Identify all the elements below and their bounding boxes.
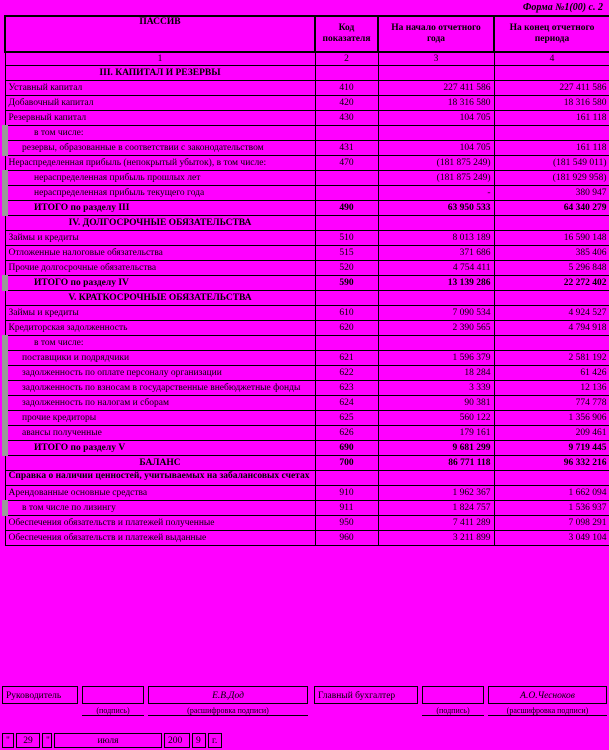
row-label: авансы полученные xyxy=(5,426,315,441)
table-row xyxy=(5,351,609,366)
value-start-of-year: 560 122 xyxy=(378,411,494,426)
section-heading: V. КРАТКОСРОЧНЫЕ ОБЯЗАТЕЛЬСТВА xyxy=(5,291,315,306)
empty-cell xyxy=(378,216,494,231)
row-label: Обеспечения обязательств и платежей полученные xyxy=(5,516,315,531)
table-row xyxy=(5,246,609,261)
form-number: Форма №1(00) с. 2 xyxy=(522,2,603,13)
empty-cell xyxy=(315,216,378,231)
value-start-of-year: 86 771 118 xyxy=(378,456,494,471)
value-end-of-period: 96 332 216 xyxy=(494,456,609,471)
row-code: 960 xyxy=(315,531,378,546)
value-end-of-period xyxy=(494,126,609,141)
value-end-of-period xyxy=(494,471,609,486)
value-end-of-period: 7 098 291 xyxy=(494,516,609,531)
value-start-of-year: (181 875 249) xyxy=(378,156,494,171)
row-code xyxy=(315,186,378,201)
table-row xyxy=(5,201,609,216)
table-row xyxy=(5,366,609,381)
value-end-of-period: 385 406 xyxy=(494,246,609,261)
head-signature-field xyxy=(82,686,144,704)
table-row xyxy=(5,306,609,321)
table-row xyxy=(5,471,609,486)
value-start-of-year: 371 686 xyxy=(378,246,494,261)
date-day: 29 xyxy=(16,733,40,748)
table-row xyxy=(5,66,609,81)
table-row xyxy=(5,156,609,171)
row-label: Добавочный капитал xyxy=(5,96,315,111)
row-code xyxy=(315,336,378,351)
head-label: Руководитель xyxy=(2,686,78,704)
header-end: На конец отчетного периода xyxy=(494,16,609,52)
row-label: Резервный капитал xyxy=(5,111,315,126)
value-start-of-year: (181 875 249) xyxy=(378,171,494,186)
value-start-of-year: 63 950 533 xyxy=(378,201,494,216)
signature-captions xyxy=(2,705,607,717)
value-end-of-period: 227 411 586 xyxy=(494,81,609,96)
value-end-of-period: 774 778 xyxy=(494,396,609,411)
row-label: в том числе: xyxy=(5,126,315,141)
row-code: 910 xyxy=(315,486,378,501)
value-end-of-period: 12 136 xyxy=(494,381,609,396)
row-label: Займы и кредиты xyxy=(5,306,315,321)
row-label: Обеспечения обязательств и платежей выданные xyxy=(5,531,315,546)
row-label: нераспределенная прибыль прошлых лет xyxy=(5,171,315,186)
row-label: задолженность по налогам и сборам xyxy=(5,396,315,411)
row-label: прочие кредиторы xyxy=(5,411,315,426)
column-numbers-row xyxy=(5,52,609,66)
row-code xyxy=(315,126,378,141)
row-code: 623 xyxy=(315,381,378,396)
col-num-3: 3 xyxy=(378,52,494,66)
row-code xyxy=(315,171,378,186)
value-end-of-period xyxy=(494,336,609,351)
value-start-of-year: 179 161 xyxy=(378,426,494,441)
empty-cell xyxy=(494,216,609,231)
table-row xyxy=(5,411,609,426)
value-start-of-year: 7 090 534 xyxy=(378,306,494,321)
value-end-of-period: 61 426 xyxy=(494,366,609,381)
table-row xyxy=(5,276,609,291)
value-start-of-year: 3 339 xyxy=(378,381,494,396)
row-label: Уставный капитал xyxy=(5,81,315,96)
value-end-of-period: (181 549 011) xyxy=(494,156,609,171)
col-num-1: 1 xyxy=(5,52,315,66)
row-label: нераспределенная прибыль текущего года xyxy=(5,186,315,201)
row-code: 911 xyxy=(315,501,378,516)
table-row xyxy=(5,486,609,501)
row-label: ИТОГО по разделу III xyxy=(5,201,315,216)
empty-cell xyxy=(378,66,494,81)
row-label: в том числе по лизингу xyxy=(5,501,315,516)
row-code: 610 xyxy=(315,306,378,321)
col-num-2: 2 xyxy=(315,52,378,66)
table-row xyxy=(5,381,609,396)
row-label: задолженность по оплате персоналу организации xyxy=(5,366,315,381)
row-code: 515 xyxy=(315,246,378,261)
empty-cell xyxy=(315,291,378,306)
row-code: 625 xyxy=(315,411,378,426)
table-row xyxy=(5,81,609,96)
accountant-decode-caption: (расшифровка подписи) xyxy=(488,705,607,716)
empty-cell xyxy=(315,66,378,81)
table-row xyxy=(5,111,609,126)
value-end-of-period: 4 794 918 xyxy=(494,321,609,336)
accountant-sign-caption: (подпись) xyxy=(422,705,484,716)
accountant-label: Главный бухгалтер xyxy=(314,686,418,704)
value-start-of-year: 1 824 757 xyxy=(378,501,494,516)
row-label: Прочие долгосрочные обязательства xyxy=(5,261,315,276)
row-code: 620 xyxy=(315,321,378,336)
row-code: 950 xyxy=(315,516,378,531)
row-label: Отложенные налоговые обязательства xyxy=(5,246,315,261)
value-start-of-year: 1 962 367 xyxy=(378,486,494,501)
accountant-signature-field xyxy=(422,686,484,704)
value-end-of-period: 161 118 xyxy=(494,141,609,156)
balance-liabilities-table xyxy=(2,15,609,546)
value-start-of-year: 3 211 899 xyxy=(378,531,494,546)
value-end-of-period: 64 340 279 xyxy=(494,201,609,216)
value-end-of-period: 2 581 192 xyxy=(494,351,609,366)
value-start-of-year: 104 705 xyxy=(378,141,494,156)
row-label: в том числе: xyxy=(5,336,315,351)
row-label: резервы, образованные в соответствии с законодательством xyxy=(5,141,315,156)
value-start-of-year: 7 411 289 xyxy=(378,516,494,531)
table-row xyxy=(5,456,609,471)
value-end-of-period: 161 118 xyxy=(494,111,609,126)
row-code: 520 xyxy=(315,261,378,276)
value-start-of-year: 8 013 189 xyxy=(378,231,494,246)
table-row xyxy=(5,516,609,531)
value-start-of-year: 2 390 565 xyxy=(378,321,494,336)
empty-cell xyxy=(378,291,494,306)
table-row xyxy=(5,501,609,516)
value-start-of-year: 18 316 580 xyxy=(378,96,494,111)
value-start-of-year xyxy=(378,336,494,351)
row-code: 700 xyxy=(315,456,378,471)
signature-block xyxy=(2,686,607,704)
row-label: Кредиторская задолженность xyxy=(5,321,315,336)
row-code: 590 xyxy=(315,276,378,291)
value-end-of-period: 22 272 402 xyxy=(494,276,609,291)
row-label: Нераспределенная прибыль (непокрытый убыток), в том числе: xyxy=(5,156,315,171)
value-end-of-period: 1 356 906 xyxy=(494,411,609,426)
row-code: 690 xyxy=(315,441,378,456)
row-code: 470 xyxy=(315,156,378,171)
date-line xyxy=(2,733,607,748)
value-end-of-period: 18 316 580 xyxy=(494,96,609,111)
value-start-of-year xyxy=(378,126,494,141)
value-start-of-year: 18 284 xyxy=(378,366,494,381)
value-end-of-period: 3 049 104 xyxy=(494,531,609,546)
row-label: задолженность по взносам в государственные внебюджетные фонды xyxy=(5,381,315,396)
table-row xyxy=(5,396,609,411)
value-start-of-year: - xyxy=(378,186,494,201)
table-row xyxy=(5,96,609,111)
row-code: 510 xyxy=(315,231,378,246)
row-label: ИТОГО по разделу V xyxy=(5,441,315,456)
table-row xyxy=(5,291,609,306)
row-code: 626 xyxy=(315,426,378,441)
table-row xyxy=(5,126,609,141)
row-code: 431 xyxy=(315,141,378,156)
row-code: 430 xyxy=(315,111,378,126)
value-end-of-period: 5 296 848 xyxy=(494,261,609,276)
table-row xyxy=(5,531,609,546)
row-label: Справка о наличии ценностей, учитываемых на забалансовых счетах xyxy=(5,471,315,486)
value-end-of-period: 4 924 527 xyxy=(494,306,609,321)
date-year: 200 xyxy=(164,733,190,748)
value-end-of-period: 380 947 xyxy=(494,186,609,201)
table-row xyxy=(5,171,609,186)
header-passive: ПАССИВ xyxy=(5,16,315,52)
empty-cell xyxy=(494,66,609,81)
value-start-of-year: 104 705 xyxy=(378,111,494,126)
table-row xyxy=(5,216,609,231)
col-num-4: 4 xyxy=(494,52,609,66)
header-start: На начало отчетного года xyxy=(378,16,494,52)
date-year-end: 9 xyxy=(192,733,206,748)
date-quote-open: " xyxy=(2,733,14,748)
value-end-of-period: (181 929 958) xyxy=(494,171,609,186)
head-sign-caption: (подпись) xyxy=(82,705,144,716)
row-label: ИТОГО по разделу IV xyxy=(5,276,315,291)
table-row xyxy=(5,426,609,441)
section-heading: IV. ДОЛГОСРОЧНЫЕ ОБЯЗАТЕЛЬСТВА xyxy=(5,216,315,231)
value-start-of-year: 13 139 286 xyxy=(378,276,494,291)
table-row xyxy=(5,441,609,456)
empty-cell xyxy=(494,291,609,306)
date-suffix: г. xyxy=(208,733,222,748)
row-code: 420 xyxy=(315,96,378,111)
date-month: июля xyxy=(54,733,162,748)
value-start-of-year: 4 754 411 xyxy=(378,261,494,276)
row-label: Займы и кредиты xyxy=(5,231,315,246)
accountant-name: А.О.Чесноков xyxy=(488,686,607,704)
section-heading: III. КАПИТАЛ И РЕЗЕРВЫ xyxy=(5,66,315,81)
table-row xyxy=(5,261,609,276)
value-end-of-period: 209 461 xyxy=(494,426,609,441)
row-code: 621 xyxy=(315,351,378,366)
table-row xyxy=(5,336,609,351)
row-code: 624 xyxy=(315,396,378,411)
value-start-of-year xyxy=(378,471,494,486)
value-end-of-period: 1 662 094 xyxy=(494,486,609,501)
table-header xyxy=(5,16,609,52)
row-label: поставщики и подрядчики xyxy=(5,351,315,366)
table-row xyxy=(5,186,609,201)
value-end-of-period: 9 719 445 xyxy=(494,441,609,456)
row-code: 490 xyxy=(315,201,378,216)
value-start-of-year: 1 596 379 xyxy=(378,351,494,366)
row-code: 622 xyxy=(315,366,378,381)
head-name: Е.В.Дод xyxy=(148,686,308,704)
row-label: Арендованные основные средства xyxy=(5,486,315,501)
row-code: 410 xyxy=(315,81,378,96)
date-quote-close: " xyxy=(42,733,52,748)
row-code xyxy=(315,471,378,486)
table-row xyxy=(5,141,609,156)
table-row xyxy=(5,231,609,246)
table-row xyxy=(5,321,609,336)
value-start-of-year: 9 681 299 xyxy=(378,441,494,456)
value-start-of-year: 90 381 xyxy=(378,396,494,411)
header-code: Код показателя xyxy=(315,16,378,52)
value-end-of-period: 1 536 937 xyxy=(494,501,609,516)
row-label: БАЛАНС xyxy=(5,456,315,471)
value-end-of-period: 16 590 148 xyxy=(494,231,609,246)
value-start-of-year: 227 411 586 xyxy=(378,81,494,96)
head-decode-caption: (расшифровка подписи) xyxy=(148,705,308,716)
